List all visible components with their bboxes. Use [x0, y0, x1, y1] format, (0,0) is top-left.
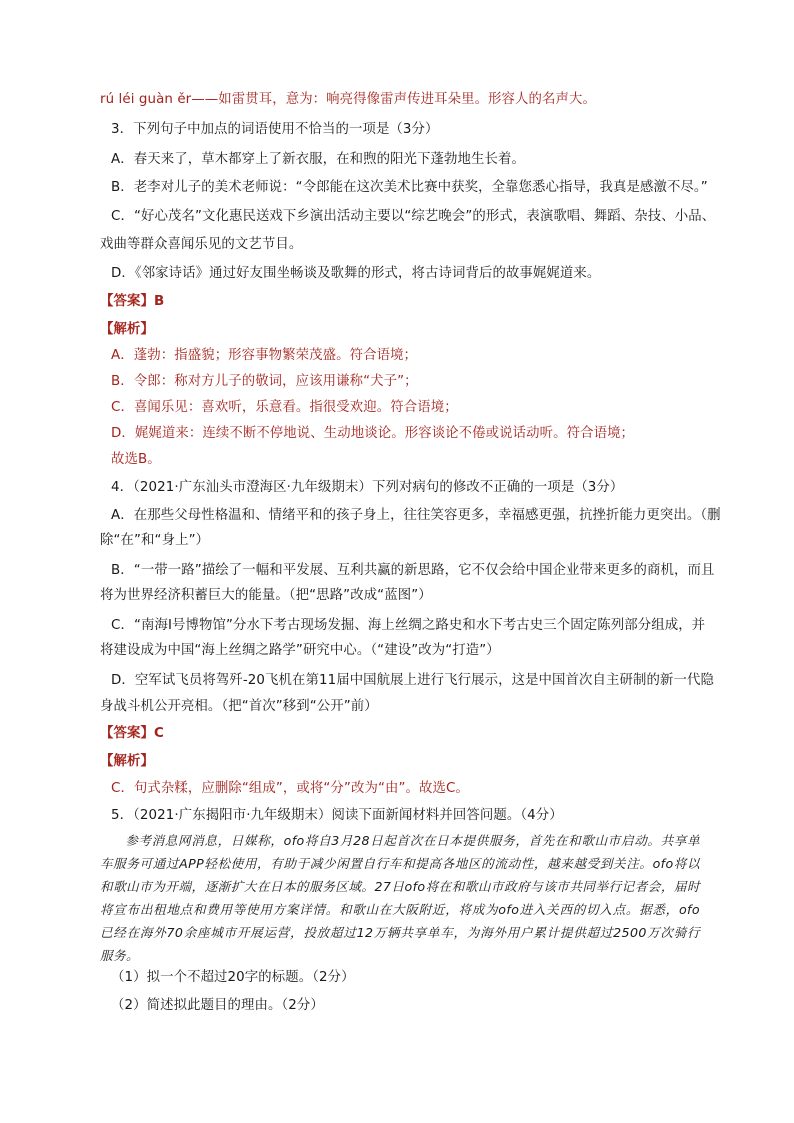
q4-option-a: A．在那些父母性格温和、情绪平和的孩子身上，往往笑容更多，幸福感更强，抗挫折能力更突出。（删: [111, 508, 721, 523]
q4-option-b-cont: 将为世界经济积蓄巨大的能量。（把“思路”改成“蓝图”）: [100, 588, 432, 603]
q3-stem: 3．下列句子中加点的词语使用不恰当的一项是（3分）: [111, 122, 439, 137]
q3-conclusion: 故选B。: [111, 452, 161, 467]
definition-text: ——如雷贯耳，意为：响亮得像雷声传进耳朵里。形容人的名声大。: [191, 92, 596, 107]
intro-line: [100, 90, 596, 110]
q3-analysis-c: C．喜闻乐见：喜欢听，乐意看。指很受欢迎。符合语境；: [111, 400, 458, 415]
q4-option-d: D．空军试飞员将驾歼-20飞机在第11届中国航展上进行飞行展示，这是中国首次自主研制的新一代隐: [111, 673, 714, 688]
q4-option-b: B．“一带一路”描绘了一幅和平发展、互利共赢的新思路，它不仅会给中国企业带来更多的商机，而且: [111, 563, 715, 578]
q4-stem: 4．（2021·广东汕头市澄海区·九年级期末）下列对病句的修改不正确的一项是（3分）: [111, 480, 624, 495]
q4-option-c: C．“南海Ⅰ号博物馆”分水下考古现场发掘、海上丝绸之路史和水下考古史三个固定陈列部分组成，并: [111, 618, 706, 633]
q3-option-c-cont: 戏曲等群众喜闻乐见的文艺节目。: [100, 237, 303, 252]
q5-news-passage: 参考消息网消息，日媒称，ofo将自3月28日起首次在日本提供服务，首先在和歌山市启动。共享单车服务可通过APP轻松使用，有助于减少闲置自行车和提高各地区的流动性，越来越受到关注。ofo将以和歌山市为开端，逐渐扩大在日本的服务区域。27日ofo将在和歌山市政府与该市共同举行记者会，届时将宣布出租地点和费用等使用方案详情。和歌山在大阪附近，将成为ofo进入关西的切入点。据悉，ofo已经在海外70余座城市开展运营，投放超过12万辆共享单车，为海外用户累计提供超过2500万次骑行服务。: [100, 833, 700, 963]
q3-option-a: A．春天来了，草木都穿上了新衣服，在和煦的阳光下蓬勃地生长着。: [111, 152, 525, 167]
q3-option-c: C．“好心茂名”文化惠民送戏下乡演出活动主要以“综艺晚会”的形式，表演歌唱、舞蹈、杂技、小品、: [111, 209, 716, 224]
q3-analysis-label: 【解析】: [100, 322, 154, 337]
q4-option-d-cont: 身战斗机公开亮相。（把“首次”移到“公开”前）: [100, 699, 378, 714]
q3-option-d: D．《邻家诗话》通过好友围坐畅谈及歌舞的形式，将古诗词背后的故事娓娓道来。: [111, 266, 601, 281]
pinyin-text: rú léi guàn ěr: [100, 92, 192, 107]
q4-option-c-cont: 将建设成为中国“海上丝绸之路学”研究中心。（“建设”改为“打造”）: [100, 643, 500, 658]
q4-option-a-cont: 除“在”和“身上”）: [100, 533, 210, 548]
q3-analysis-a: A．蓬勃：指盛貌；形容事物繁荣茂盛。符合语境；: [111, 348, 418, 363]
q4-analysis-label: 【解析】: [100, 754, 154, 769]
q3-analysis-b: B．令郎：称对方儿子的敬词，应该用谦称“犬子”；: [111, 374, 418, 389]
q5-sub-question-1: （1）拟一个不超过20字的标题。（2分）: [111, 970, 355, 985]
q3-option-b: B．老李对儿子的美术老师说：“令郎能在这次美术比赛中获奖，全靠您悉心指导，我真是感激不尽。”: [111, 180, 708, 195]
q4-analysis-c: C．句式杂糅，应删除“组成”，或将“分”改为“由”。故选C。: [111, 781, 469, 796]
q5-stem: 5．（2021·广东揭阳市·九年级期末）阅读下面新闻材料并回答问题。（4分）: [111, 808, 563, 823]
q3-analysis-d: D．娓娓道来：连续不断不停地说、生动地谈论。形容谈论不倦或说话动听。符合语境；: [111, 426, 635, 441]
q3-answer: 【答案】B: [100, 294, 165, 309]
q4-answer: 【答案】C: [100, 726, 164, 741]
q5-sub-question-2: （2）简述拟此题目的理由。（2分）: [111, 998, 324, 1013]
